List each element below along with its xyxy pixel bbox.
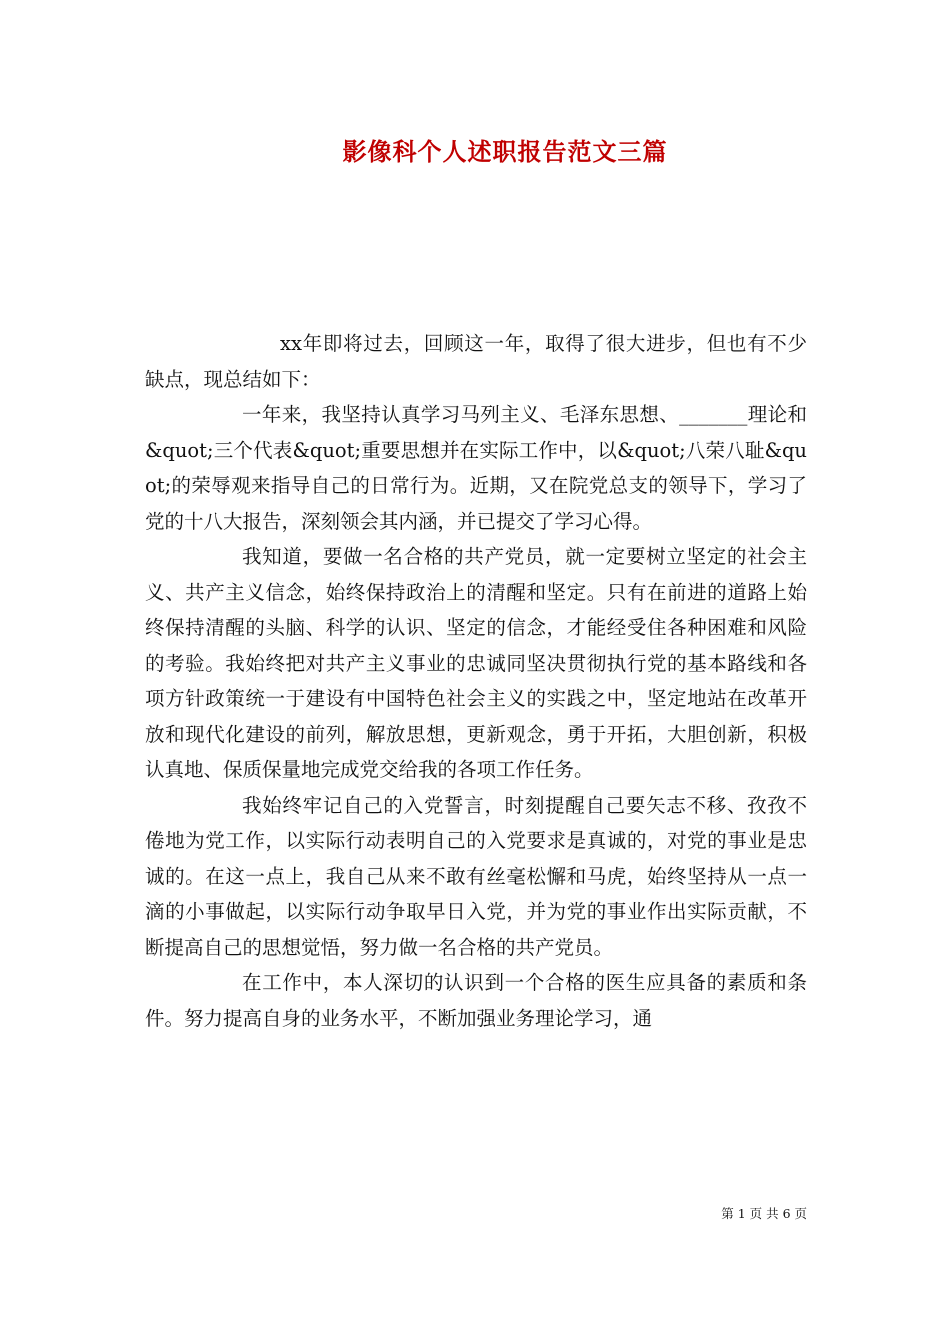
page-number: 第 1 页 共 6 页 (721, 1206, 807, 1221)
paragraph-oath: 我始终牢记自己的入党誓言，时刻提醒自己要矢志不移、孜孜不倦地为党工作，以实际行动表明自己的入党要求是真诚的，对党的事业是忠诚的。在这一点上，我自己从来不敢有丝毫松懈和马虎，始终坚持从一点一滴的小事做起，以实际行动争取早日入党，并为党的事业作出实际贡献，不断提高自己的思想觉悟，努力做一名合格的共产党员。 (145, 793, 807, 959)
paragraph-work: 在工作中，本人深切的认识到一个合格的医生应具备的素质和条件。努力提高自身的业务水平，不断加强业务理论学习，通 (145, 971, 807, 1030)
paragraph-study: 一年来，我坚持认真学习马列主义、毛泽东思想、_______理论和&quot;三个代表&quot;重要思想并在实际工作中，以&quot;八荣八耻&quot;的荣辱观来指导自己的日常行为。近期，又在院党总支的领导下，学习了党的十八大报告，深刻领会其内涵，并已提交了学习心得。 (145, 403, 807, 533)
document-title: 影像科个人述职报告范文三篇 (342, 137, 668, 166)
document-body (145, 326, 807, 1036)
paragraph-intro: xx年即将过去，回顾这一年，取得了很大进步，但也有不少缺点，现总结如下： (145, 332, 807, 391)
paragraph-belief: 我知道，要做一名合格的共产党员，就一定要树立坚定的社会主义、共产主义信念，始终保持政治上的清醒和坚定。只有在前进的道路上始终保持清醒的头脑、科学的认识、坚定的信念，才能经受住各种困难和风险的考验。我始终把对共产主义事业的忠诚同坚决贯彻执行党的基本路线和各项方针政策统一于建设有中国特色社会主义的实践之中，坚定地站在改革开放和现代化建设的前列，解放思想，更新观念，勇于开拓，大胆创新，积极认真地、保质保量地完成党交给我的各项工作任务。 (145, 545, 807, 781)
